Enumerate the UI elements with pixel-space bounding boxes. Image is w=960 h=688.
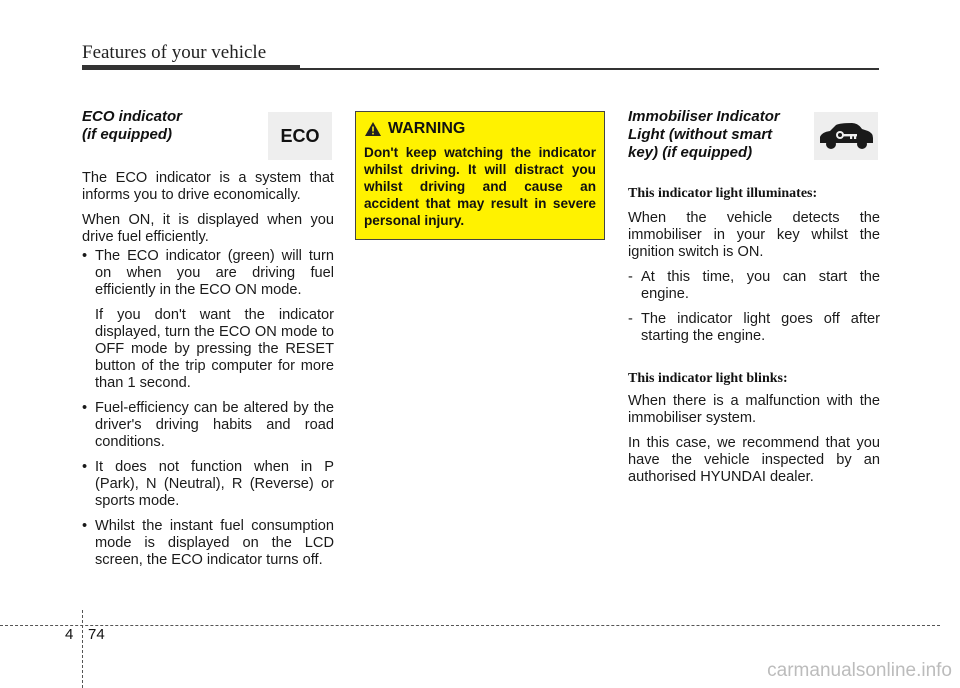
section-number: 4 xyxy=(65,626,74,643)
immobiliser-dash-2: - The indicator light goes off after starting the engine. xyxy=(628,311,880,344)
warning-text: Don't keep watching the indicator whilst driving. It will distract you whilst driving and cause an accident that may result in severe personal injury. xyxy=(364,145,596,228)
page-header-title: Features of your vehicle xyxy=(82,42,267,63)
immobiliser-section xyxy=(628,108,880,486)
blinks-text-2: In this case, we recommend that you have the vehicle inspected by an authorised HYUNDAI dealer. xyxy=(628,435,880,485)
eco-bullet-2: • Fuel-efficiency can be altered by the driver's driving habits and road conditions. xyxy=(82,400,334,450)
blinks-text-1: When there is a malfunction with the immobiliser system. xyxy=(628,393,880,426)
blinks-heading: This indicator light blinks: xyxy=(628,371,788,386)
eco-title: ECO indicator (if equipped) xyxy=(82,108,183,143)
page-number: 74 xyxy=(88,626,105,643)
eco-paragraph-1: The ECO indicator is a system that informs you to drive economically. xyxy=(82,170,334,203)
eco-section xyxy=(82,108,334,569)
immobiliser-title: Immobiliser Indicator Light (without smart key) (if equipped) xyxy=(628,108,780,161)
eco-indicator-icon: ECO xyxy=(268,112,332,160)
eco-paragraph-2: When ON, it is displayed when you drive fuel efficiently. xyxy=(82,212,334,245)
warning-title: WARNING xyxy=(388,120,466,137)
eco-bullet-1-continued: If you don't want the indicator displayed, turn the ECO ON mode to OFF mode by pressing the RESET button of the trip computer for more than 1 second. xyxy=(95,307,334,391)
immobiliser-dash-1: - At this time, you can start the engine. xyxy=(628,269,880,302)
header-rule-thick xyxy=(82,65,300,70)
warning-triangle-icon xyxy=(364,121,382,137)
watermark: carmanualsonline.info xyxy=(767,660,952,681)
eco-bullet-4: • Whilst the instant fuel consumption mode is displayed on the LCD screen, the ECO indicator turns off. xyxy=(82,518,334,568)
illuminates-heading: This indicator light illuminates: xyxy=(628,186,818,201)
warning-box xyxy=(355,111,605,240)
footer-rule xyxy=(0,625,940,626)
eco-bullet-1: • The ECO indicator (green) will turn on when you are driving fuel efficiently in the ECO ON mode. xyxy=(82,248,334,298)
illuminates-text: When the vehicle detects the immobiliser in your key whilst the ignition switch is ON. xyxy=(628,210,880,260)
header-rule-thin xyxy=(300,68,879,70)
eco-bullet-3: • It does not function when in P (Park), N (Neutral), R (Reverse) or sports mode. xyxy=(82,459,334,509)
footer-divider xyxy=(82,610,83,688)
car-key-icon xyxy=(814,112,878,160)
